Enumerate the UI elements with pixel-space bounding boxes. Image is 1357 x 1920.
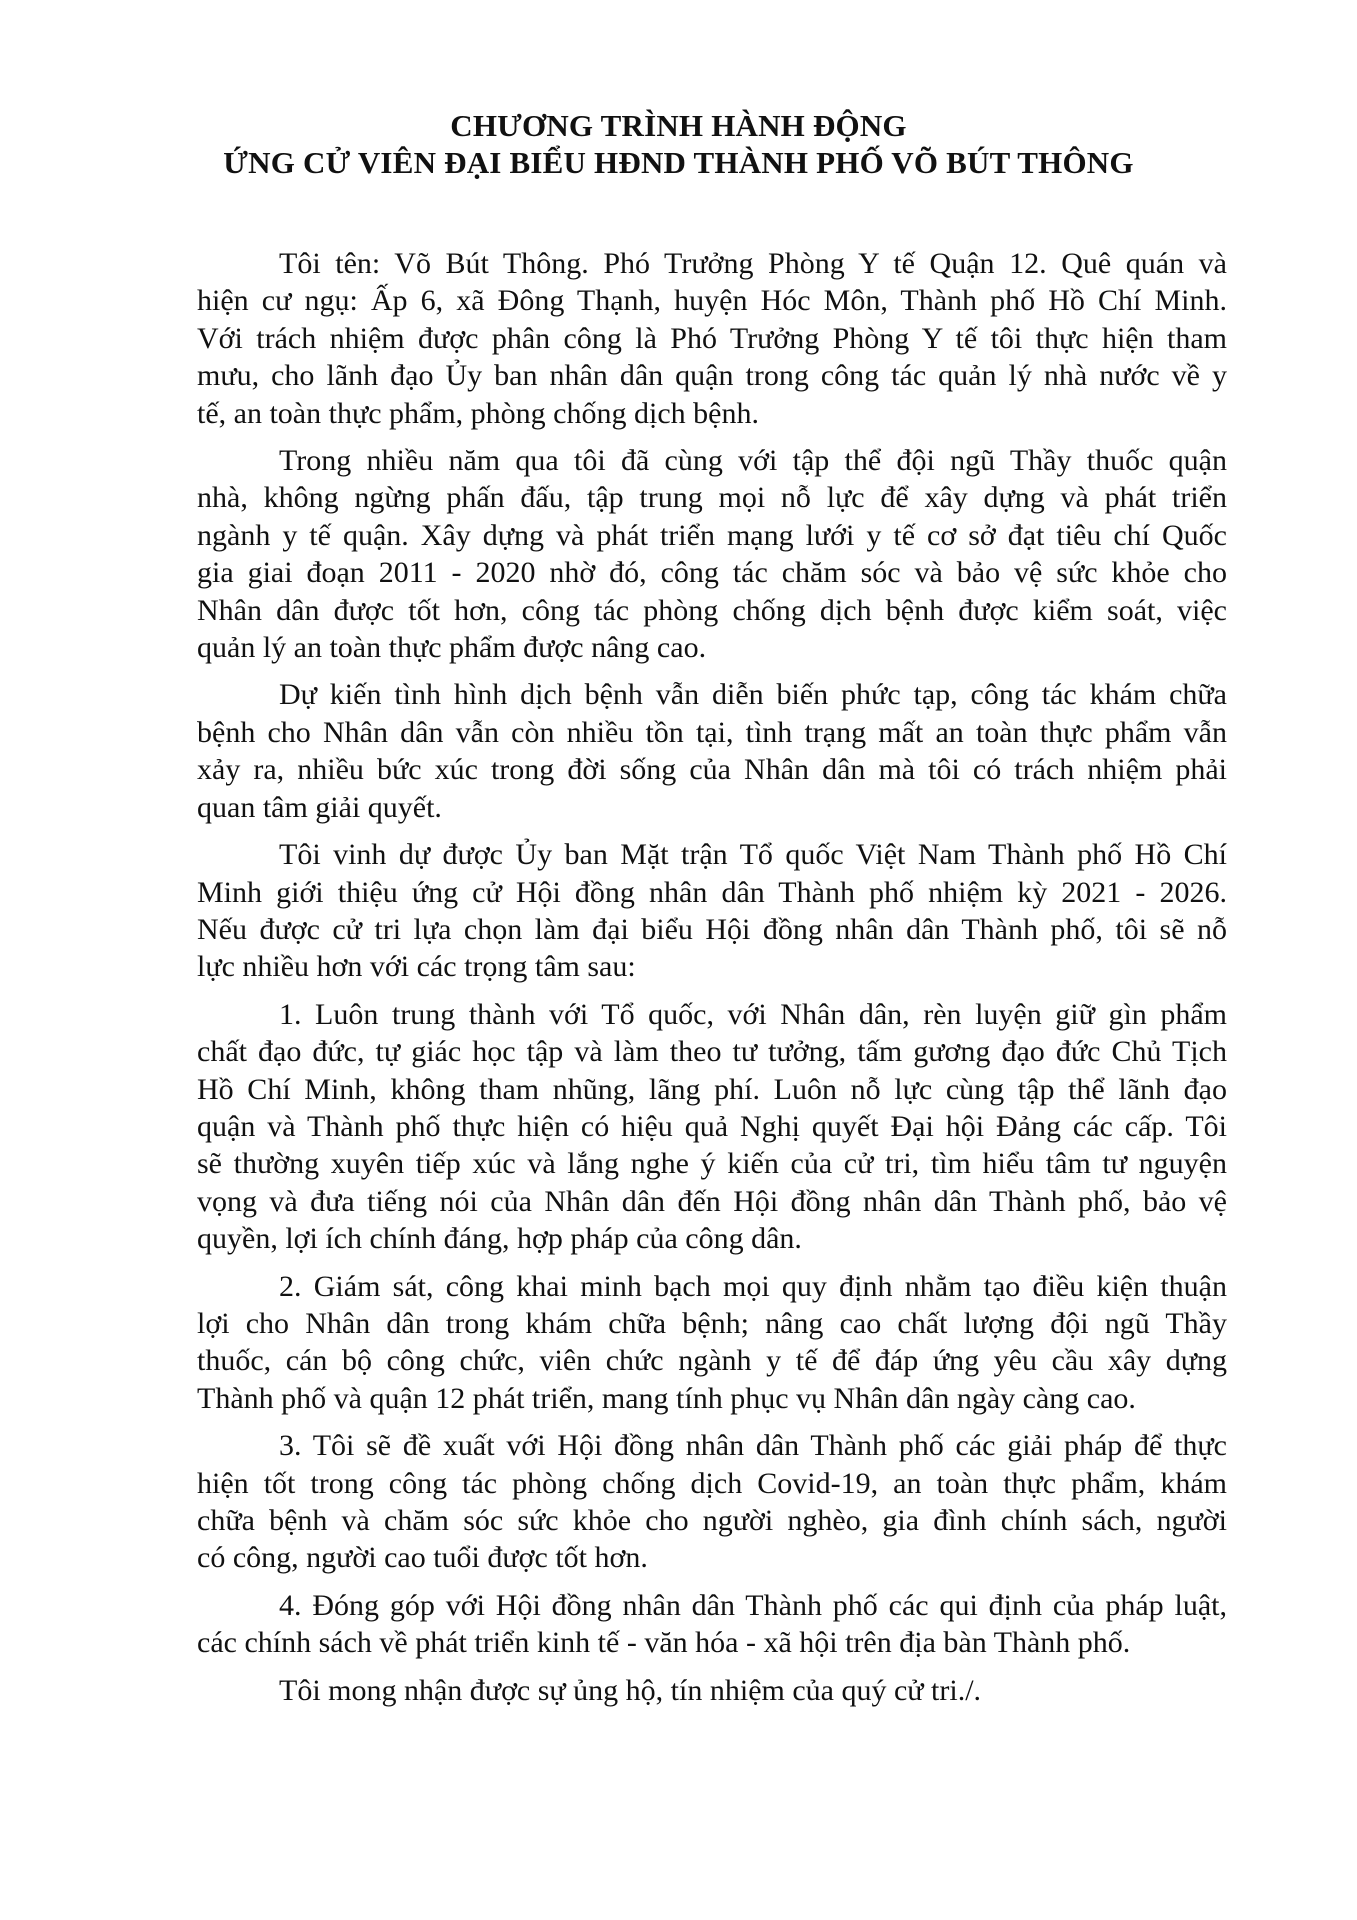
text-line: quyền, lợi ích chính đáng, hợp pháp của công dân. xyxy=(197,1222,802,1256)
text-line: chất đạo đức, tự giác học tập và làm theo tư tưởng, tấm gương đạo đức Chủ Tịch xyxy=(197,1035,1227,1069)
text-line: có công, người cao tuổi được tốt hơn. xyxy=(197,1541,648,1575)
text-line: Dự kiến tình hình dịch bệnh vẫn diễn biến phức tạp, công tác khám chữa xyxy=(279,678,1227,712)
text-line: Tôi mong nhận được sự ủng hộ, tín nhiệm của quý cử tri./. xyxy=(279,1673,982,1707)
paragraph-challenges xyxy=(197,676,1227,826)
paragraph-nomination xyxy=(197,836,1227,986)
text-line: Trong nhiều năm qua tôi đã cùng với tập thể đội ngũ Thầy thuốc quận xyxy=(279,444,1227,478)
paragraph-closing xyxy=(197,1672,1227,1709)
paragraph-commitment-3 xyxy=(197,1427,1227,1577)
paragraph-introduction xyxy=(197,245,1227,432)
text-line: 2. Giám sát, công khai minh bạch mọi quy định nhằm tạo điều kiện thuận xyxy=(279,1269,1227,1303)
text-line: lực nhiều hơn với các trọng tâm sau: xyxy=(197,950,636,984)
text-line: hiện cư ngụ: Ấp 6, xã Đông Thạnh, huyện Hóc Môn, Thành phố Hồ Chí Minh. xyxy=(197,284,1227,318)
text-line: Tôi tên: Võ Bút Thông. Phó Trưởng Phòng Y tế Quận 12. Quê quán và xyxy=(279,247,1227,280)
title-line-2: ỨNG CỬ VIÊN ĐẠI BIỂU HĐND THÀNH PHỐ VÕ BÚT THÔNG xyxy=(223,145,1134,180)
text-line: gia giai đoạn 2011 - 2020 nhờ đó, công tác chăm sóc và bảo vệ sức khỏe cho xyxy=(197,556,1227,590)
text-line: Hồ Chí Minh, không tham nhũng, lãng phí. Luôn nỗ lực cùng tập thể lãnh đạo xyxy=(197,1072,1227,1106)
paragraph-commitment-2 xyxy=(197,1268,1227,1418)
text-line: tế, an toàn thực phẩm, phòng chống dịch bệnh. xyxy=(197,396,759,430)
text-line: quan tâm giải quyết. xyxy=(197,790,442,824)
text-line: hiện tốt trong công tác phòng chống dịch Covid-19, an toàn thực phẩm, khám xyxy=(197,1466,1227,1500)
text-line: quận và Thành phố thực hiện có hiệu quả Nghị quyết Đại hội Đảng các cấp. Tôi xyxy=(197,1109,1227,1143)
text-line: vọng và đưa tiếng nói của Nhân dân đến Hội đồng nhân dân Thành phố, bảo vệ xyxy=(197,1184,1227,1218)
text-line: Tôi vinh dự được Ủy ban Mặt trận Tổ quốc Việt Nam Thành phố Hồ Chí xyxy=(279,838,1227,872)
text-line: 4. Đóng góp với Hội đồng nhân dân Thành phố các qui định của pháp luật, xyxy=(279,1588,1227,1622)
paragraph-commitment-1 xyxy=(197,996,1227,1258)
text-line: Với trách nhiệm được phân công là Phó Trưởng Phòng Y tế tôi thực hiện tham xyxy=(197,321,1227,355)
text-line: 1. Luôn trung thành với Tổ quốc, với Nhân dân, rèn luyện giữ gìn phẩm xyxy=(279,997,1227,1031)
text-line: các chính sách về phát triển kinh tế - văn hóa - xã hội trên địa bàn Thành phố. xyxy=(197,1626,1131,1660)
title-line-1: CHƯƠNG TRÌNH HÀNH ĐỘNG xyxy=(450,108,907,143)
text-line: mưu, cho lãnh đạo Ủy ban nhân dân quận trong công tác quản lý nhà nước về y xyxy=(197,359,1227,393)
text-line: nhà, không ngừng phấn đấu, tập trung mọi nỗ lực để xây dựng và phát triển xyxy=(197,481,1227,515)
document-title xyxy=(0,107,1357,181)
paragraph-achievements xyxy=(197,442,1227,666)
document-body xyxy=(197,245,1227,1719)
text-line: lợi cho Nhân dân trong khám chữa bệnh; nâng cao chất lượng đội ngũ Thầy xyxy=(197,1306,1227,1340)
text-line: 3. Tôi sẽ đề xuất với Hội đồng nhân dân Thành phố các giải pháp để thực xyxy=(279,1429,1227,1463)
text-line: Nếu được cử tri lựa chọn làm đại biểu Hội đồng nhân dân Thành phố, tôi sẽ nỗ xyxy=(197,912,1227,946)
text-line: Thành phố và quận 12 phát triển, mang tính phục vụ Nhân dân ngày càng cao. xyxy=(197,1381,1136,1415)
text-line: Minh giới thiệu ứng cử Hội đồng nhân dân Thành phố nhiệm kỳ 2021 - 2026. xyxy=(197,875,1227,909)
text-line: xảy ra, nhiều bức xúc trong đời sống của Nhân dân mà tôi có trách nhiệm phải xyxy=(197,753,1227,787)
text-line: thuốc, cán bộ công chức, viên chức ngành y tế để đáp ứng yêu cầu xây dựng xyxy=(197,1344,1227,1378)
text-line: quản lý an toàn thực phẩm được nâng cao. xyxy=(197,631,707,665)
paragraph-commitment-4 xyxy=(197,1587,1227,1662)
text-line: Nhân dân được tốt hơn, công tác phòng chống dịch bệnh được kiểm soát, việc xyxy=(197,593,1227,627)
text-line: bệnh cho Nhân dân vẫn còn nhiều tồn tại, tình trạng mất an toàn thực phẩm vẫn xyxy=(197,715,1227,749)
text-line: chữa bệnh và chăm sóc sức khỏe cho người nghèo, gia đình chính sách, người xyxy=(197,1504,1227,1537)
text-line: sẽ thường xuyên tiếp xúc và lắng nghe ý kiến của cử tri, tìm hiểu tâm tư nguyện xyxy=(197,1147,1227,1181)
text-line: ngành y tế quận. Xây dựng và phát triển mạng lưới y tế cơ sở đạt tiêu chí Quốc xyxy=(197,518,1227,552)
